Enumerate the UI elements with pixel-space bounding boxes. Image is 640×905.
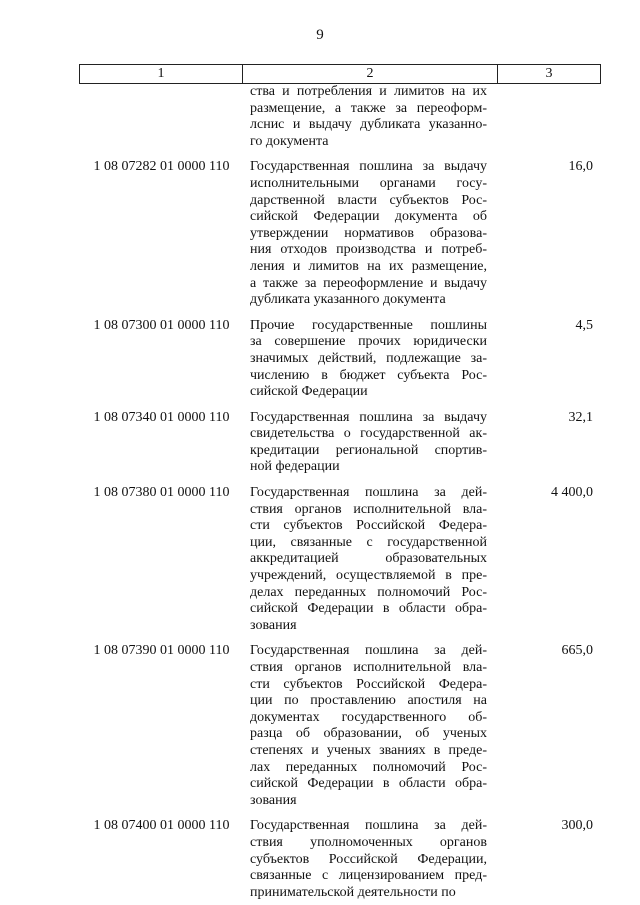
table-row: [79, 485, 601, 634]
description-line: за совершение прочих юридически: [250, 334, 487, 350]
description-line: сти субъектов Российской Федера-: [250, 518, 487, 534]
budget-code: 1 08 07380 01 0000 110: [93, 485, 230, 501]
description-line: сийской Федерации: [250, 384, 368, 400]
description-line: ной федерации: [250, 459, 340, 475]
column-header-1: 1: [80, 65, 243, 83]
revenue-description: [242, 318, 497, 401]
column-header-3: 3: [545, 66, 553, 81]
budget-code: 1 08 07340 01 0000 110: [93, 409, 230, 425]
description-line: сийской Федерации в области обра-: [250, 601, 487, 617]
description-line: лснис и выдачу дубликата указанно-: [250, 117, 487, 133]
page-number: 9: [316, 27, 324, 43]
description-line: лах переданных полномочий Рос-: [250, 759, 487, 775]
description-line: Государственная пошлина за выдачу: [250, 159, 487, 175]
description-line: размещение, а также за переоформ-: [250, 100, 487, 116]
description-line: числению в бюджет субъекта Рос-: [250, 367, 487, 383]
table-row: [79, 643, 601, 809]
description-line: ствия органов исполнительной вла-: [250, 660, 487, 675]
description-line: субъектов Российской Федерации,: [250, 851, 487, 867]
revenue-description: [242, 159, 497, 308]
description-line: ции, связанные с государственной: [250, 534, 487, 550]
revenue-description: [242, 643, 497, 809]
table-body: [79, 84, 601, 901]
description-line: зования: [250, 792, 297, 808]
budget-code: [79, 84, 242, 150]
description-line: сийской Федерации в области обра-: [250, 776, 487, 792]
table-row: [79, 410, 601, 476]
amount-value: 4,5: [575, 317, 593, 333]
description-line: ствия органов исполнительной вла-: [250, 501, 487, 517]
description-line: связанные с лицензированием пред-: [250, 868, 487, 884]
amount-value: 665,0: [561, 643, 593, 659]
description-line: дарственной власти субъектов Рос-: [250, 192, 487, 208]
table-header: [79, 64, 601, 84]
description-line: исполнительными органами госу-: [250, 175, 487, 191]
description-line: ния отходов производства и потреб-: [250, 242, 487, 258]
amount-value: 4 400,0: [551, 485, 593, 501]
revenue-description: [242, 84, 497, 150]
description-line: Государственная пошлина за дей-: [250, 818, 487, 834]
description-line: кредитации региональной спортив-: [250, 442, 487, 458]
description-line: дубликата указанного документа: [250, 292, 446, 308]
table-row: [79, 318, 601, 401]
description-line: значимых действий, подлежащие за-: [250, 350, 487, 366]
description-line: утверждении нормативов образова-: [250, 225, 487, 241]
description-line: го документа: [250, 133, 329, 149]
description-line: ства и потребления и лимитов на их: [250, 84, 487, 99]
budget-code: 1 08 07390 01 0000 110: [93, 643, 230, 659]
description-line: ствия уполномоченных органов: [250, 834, 487, 850]
revenue-description: [242, 410, 497, 476]
description-line: сийской Федерации документа об: [250, 209, 487, 225]
revenue-description: [242, 485, 497, 634]
table-row: [79, 159, 601, 308]
description-line: Государственная пошлина за дей-: [250, 643, 487, 659]
table-row: [79, 84, 601, 150]
description-line: принимательской деятельности по: [250, 884, 456, 900]
description-line: разца об образовании, об ученых: [250, 726, 487, 742]
description-line: Государственная пошлина за выдачу: [250, 409, 487, 425]
description-line: документах государственного об-: [250, 709, 487, 725]
amount-value: 300,0: [561, 818, 593, 834]
description-line: аккредитацией образовательных: [250, 551, 487, 567]
description-line: делах переданных полномочий Рос-: [250, 584, 487, 600]
description-line: ления и лимитов на их размещение,: [250, 258, 487, 274]
description-line: сти субъектов Российской Федера-: [250, 676, 487, 692]
description-line: Государственная пошлина за дей-: [250, 485, 487, 501]
amount-value: 32,1: [568, 409, 593, 425]
amount-value: 16,0: [568, 159, 593, 175]
description-line: свидетельства о государственной ак-: [250, 426, 487, 442]
budget-code: 1 08 07300 01 0000 110: [93, 317, 230, 333]
table-row: [79, 818, 601, 901]
description-line: зования: [250, 617, 297, 633]
description-line: Прочие государственные пошлины: [250, 317, 487, 333]
revenue-description: [242, 818, 497, 901]
budget-code: 1 08 07282 01 0000 110: [93, 159, 230, 175]
description-line: учреждений, осуществляемой в пре-: [250, 568, 487, 584]
description-line: а также за переоформление и выдачу: [250, 275, 487, 291]
description-line: степенях и ученых званиях в преде-: [250, 742, 487, 758]
description-line: ции по проставлению апостиля на: [250, 693, 487, 709]
amount-value: [497, 84, 601, 150]
column-header-2: 2: [243, 65, 498, 83]
budget-code: 1 08 07400 01 0000 110: [93, 818, 230, 834]
